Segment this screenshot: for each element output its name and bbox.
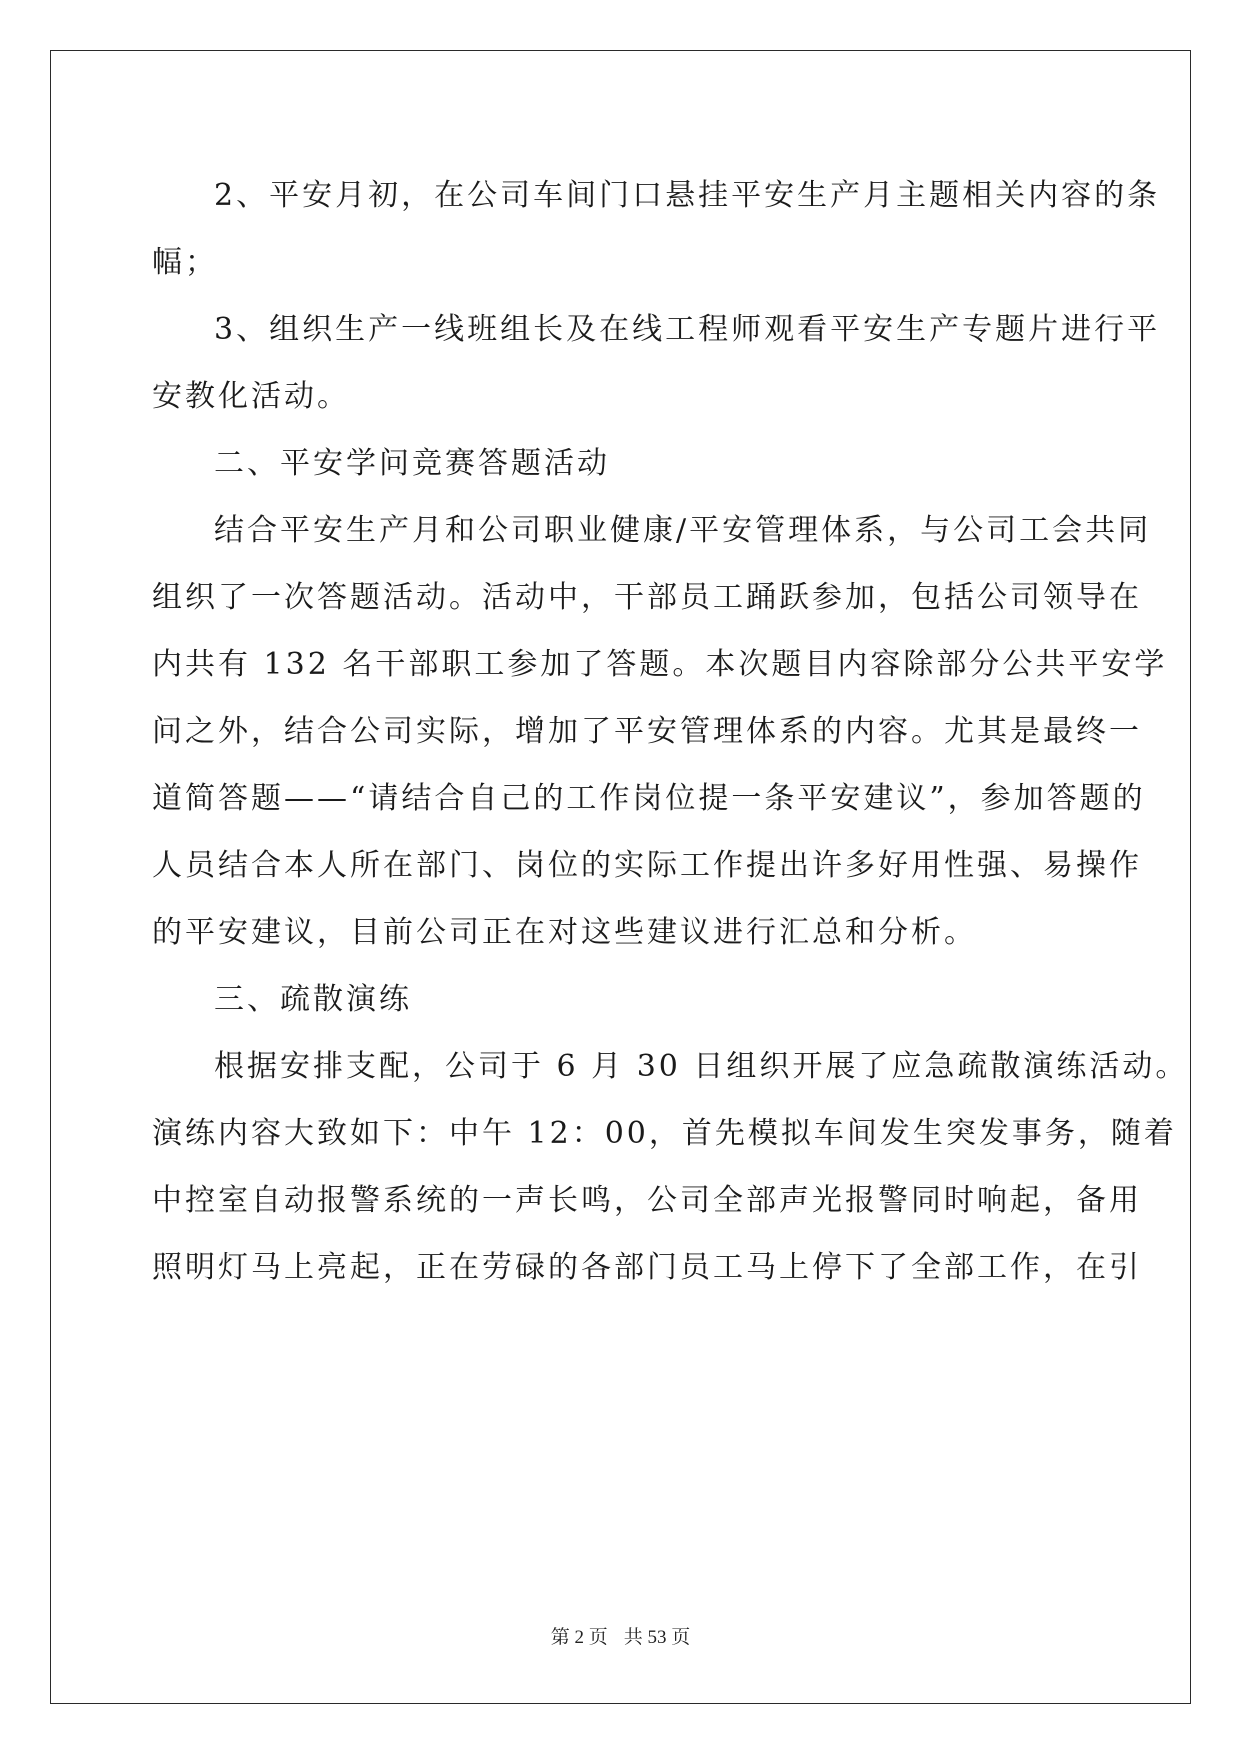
paragraph-line: 演练内容大致如下：中午 12：00，首先模拟车间发生突发事务，随着 <box>152 1116 1177 1151</box>
paragraph-line: 3、组织生产一线班组长及在线工程师观看平安生产专题片进行平 <box>214 312 1161 347</box>
paragraph-line: 问之外，结合公司实际，增加了平安管理体系的内容。尤其是最终一 <box>152 714 1142 749</box>
paragraph-line: 结合平安生产月和公司职业健康/平安管理体系，与公司工会共同 <box>214 513 1152 548</box>
paragraph-line: 照明灯马上亮起，正在劳碌的各部门员工马上停下了全部工作，在引 <box>152 1250 1142 1285</box>
paragraph-line: 道简答题——“请结合自己的工作岗位提一条平安建议”，参加答题的 <box>152 781 1146 816</box>
current-page-number: 第 2 页 <box>550 1627 608 1648</box>
page-footer <box>0 1622 1241 1649</box>
paragraph-line: 根据安排支配，公司于 6 月 30 日组织开展了应急疏散演练活动。 <box>214 1049 1189 1084</box>
section-heading: 三、疏散演练 <box>214 982 412 1017</box>
paragraph-line: 人员结合本人所在部门、岗位的实际工作提出许多好用性强、易操作 <box>152 848 1142 883</box>
total-pages: 共 53 页 <box>623 1627 691 1648</box>
paragraph-line: 的平安建议，目前公司正在对这些建议进行汇总和分析。 <box>152 915 977 950</box>
paragraph-line: 内共有 132 名干部职工参加了答题。本次题目内容除部分公共平安学 <box>152 647 1168 682</box>
paragraph-line: 组织了一次答题活动。活动中，干部员工踊跃参加，包括公司领导在 <box>152 580 1142 615</box>
paragraph-line: 安教化活动。 <box>152 379 350 414</box>
paragraph-line: 中控室自动报警系统的一声长鸣，公司全部声光报警同时响起，备用 <box>152 1183 1142 1218</box>
section-heading: 二、平安学问竞赛答题活动 <box>214 446 610 481</box>
paragraph-line: 2、平安月初，在公司车间门口悬挂平安生产月主题相关内容的条 <box>214 178 1161 213</box>
paragraph-line: 幅； <box>152 245 218 280</box>
document-body <box>152 162 1189 1301</box>
